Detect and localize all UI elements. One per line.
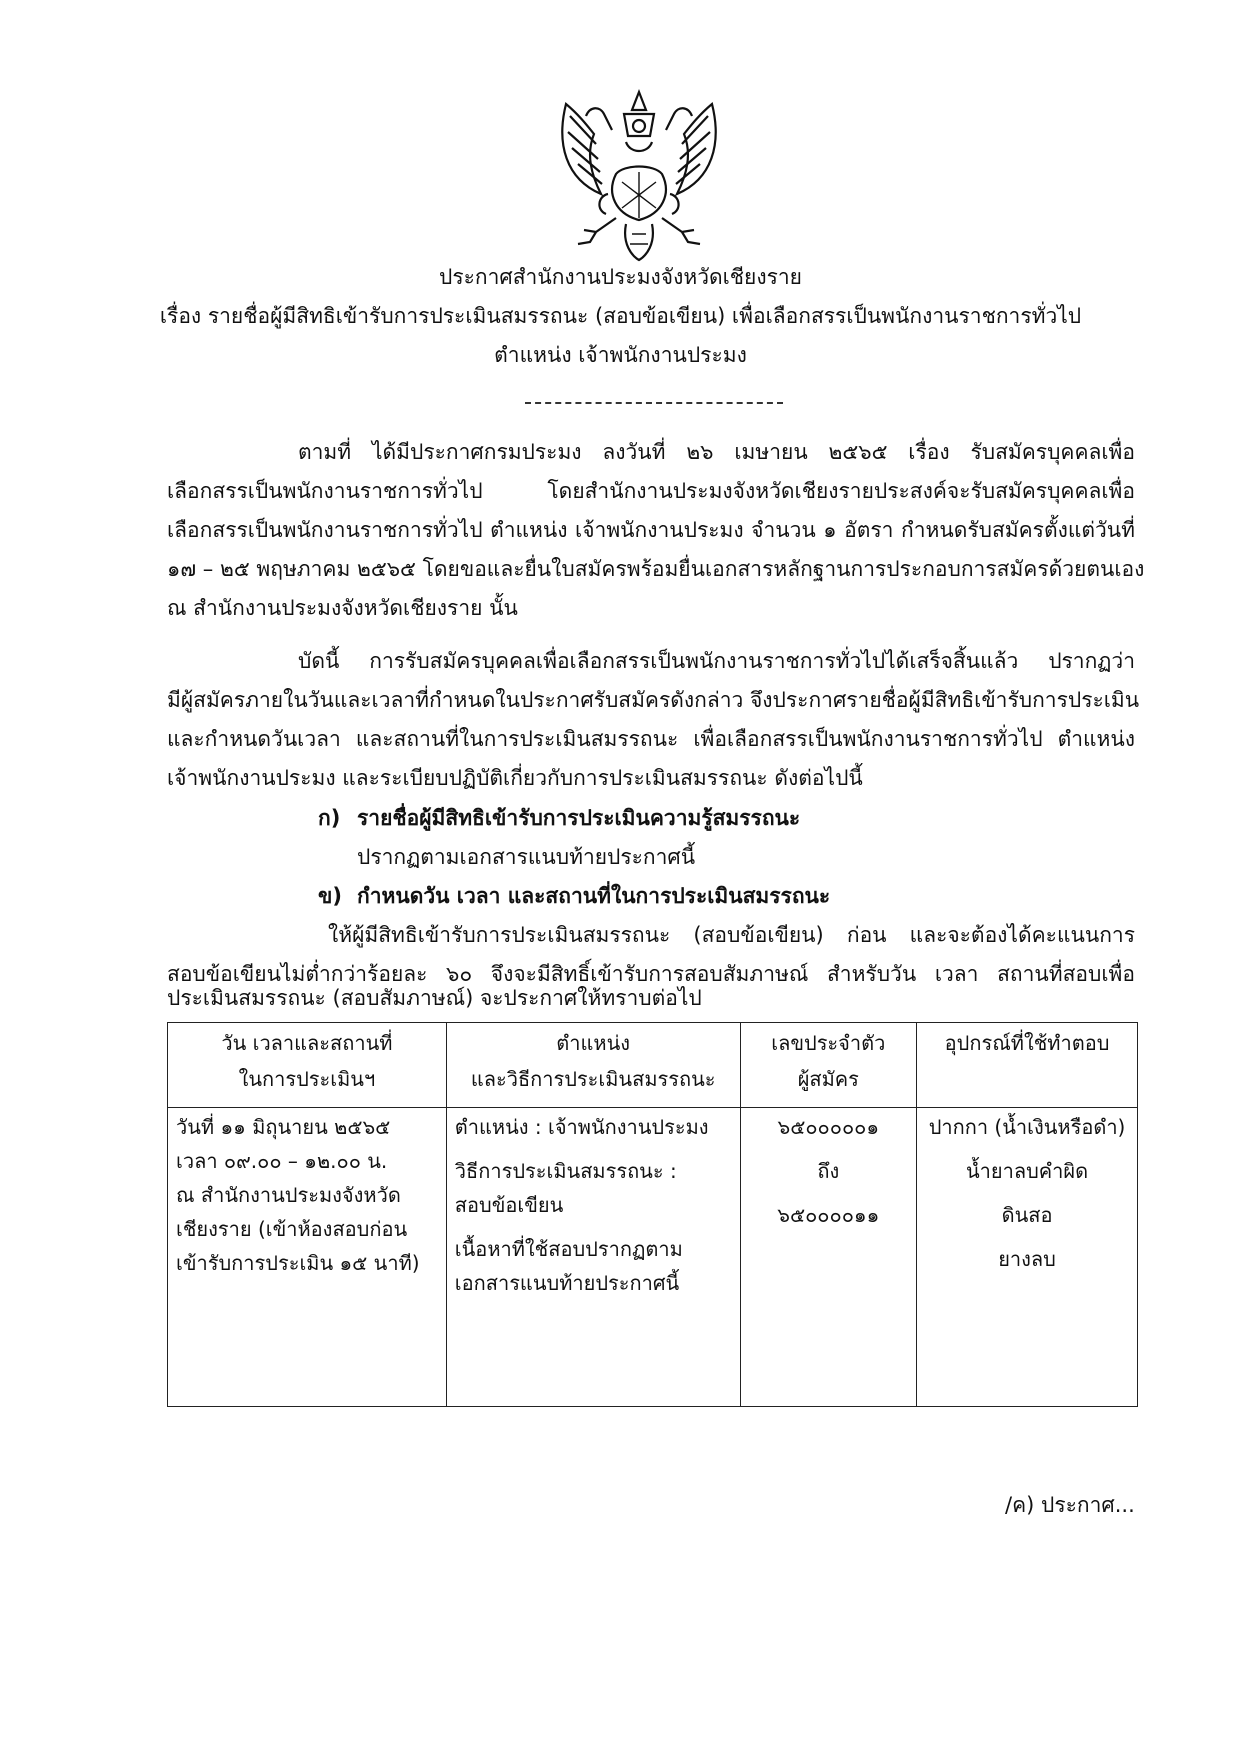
paragraph1-line: เลือกสรรเป็นพนักงานราชการทั่วไป โดยสำนักงานประมงจังหวัดเชียงรายประสงค์จะรับสมัครบุคคลเพื่อ [167,479,1135,503]
exam-schedule-table [167,1022,1138,1407]
paragraph2-line: มีผู้สมัครภายในวันและเวลาที่กำหนดในประกาศรับสมัครดังกล่าว จึงประกาศรายชื่อผู้มีสิทธิเข้ารับการประเมิน [167,688,1140,712]
cell-position-method: ตำแหน่ง : เจ้าพนักงานประมง วิธีการประเมินสมรรถนะ : สอบข้อเขียน เนื้อหาที่ใช้สอบปรากฏตาม เอกสารแนบท้ายประกาศนี้ [446,1108,740,1407]
announcement-subject: เรื่อง รายชื่อผู้มีสิทธิเข้ารับการประเมินสมรรถนะ (สอบข้อเขียน) เพื่อเลือกสรรเป็นพนักงานราชการทั่วไป [159,304,1082,328]
paragraph1-line: ณ สำนักงานประมงจังหวัดเชียงราย นั้น [167,596,518,620]
announcement-agency: ประกาศสำนักงานประมงจังหวัดเชียงราย [439,265,802,289]
header-position-method: ตำแหน่ง และวิธีการประเมินสมรรถนะ [446,1023,740,1108]
paragraph1-line: เลือกสรรเป็นพนักงานราชการทั่วไป ตำแหน่ง เจ้าพนักงานประมง จำนวน ๑ อัตรา กำหนดรับสมัครตั้งแต่วันที่ [167,518,1135,542]
garuda-emblem-icon [556,84,722,264]
header-separator [525,402,783,404]
paragraph3-line: สอบข้อเขียนไม่ต่ำกว่าร้อยละ ๖๐ จึงจะมีสิทธิ์เข้ารับการสอบสัมภาษณ์ สำหรับวัน เวลา สถานที่สอบเพื่อ [167,962,1135,986]
cell-equipment: ปากกา (น้ำเงินหรือดำ) น้ำยาลบคำผิด ดินสอ ยางลบ [917,1108,1138,1407]
header-schedule: วัน เวลาและสถานที่ ในการประเมินฯ [168,1023,447,1108]
item-a-title: รายชื่อผู้มีสิทธิเข้ารับการประเมินความรู้สมรรถนะ [357,806,801,830]
paragraph2-line: บัดนี้ การรับสมัครบุคคลเพื่อเลือกสรรเป็นพนักงานราชการทั่วไปได้เสร็จสิ้นแล้ว ปรากฏว่า [298,649,1135,673]
page-continuation: /ค) ประกาศ... [1005,1493,1135,1517]
item-a-marker: ก) [318,806,341,830]
item-a-detail: ปรากฏตามเอกสารแนบท้ายประกาศนี้ [357,845,696,869]
table-row [168,1108,1138,1407]
item-b-title: กำหนดวัน เวลา และสถานที่ในการประเมินสมรรถนะ [357,884,831,908]
cell-applicant-ids: ๖๕๐๐๐๐๐๑ ถึง ๖๕๐๐๐๐๑๑ [740,1108,917,1407]
paragraph3-line: ให้ผู้มีสิทธิเข้ารับการประเมินสมรรถนะ (สอบข้อเขียน) ก่อน และจะต้องได้คะแนนการ [328,923,1135,947]
header-equipment: อุปกรณ์ที่ใช้ทำตอบ [917,1023,1138,1108]
table-header-row [168,1023,1138,1108]
paragraph3-line: ประเมินสมรรถนะ (สอบสัมภาษณ์) จะประกาศให้ทราบต่อไป [167,986,702,1010]
cell-schedule: วันที่ ๑๑ มิถุนายน ๒๕๖๕ เวลา ๐๙.๐๐ – ๑๒.๐๐ น. ณ สำนักงานประมงจังหวัด เชียงราย (เข้าห้องสอบก่อน เข้ารับการประเมิน ๑๕ นาที) [168,1108,447,1407]
paragraph2-line: เจ้าพนักงานประมง และระเบียบปฏิบัติเกี่ยวกับการประเมินสมรรถนะ ดังต่อไปนี้ [167,766,863,790]
paragraph1-line: ตามที่ ได้มีประกาศกรมประมง ลงวันที่ ๒๖ เมษายน ๒๕๖๕ เรื่อง รับสมัครบุคคลเพื่อ [298,440,1135,464]
announcement-position: ตำแหน่ง เจ้าพนักงานประมง [494,343,747,367]
item-b-marker: ข) [318,884,342,908]
paragraph2-line: และกำหนดวันเวลา และสถานที่ในการประเมินสมรรถนะ เพื่อเลือกสรรเป็นพนักงานราชการทั่วไป ตำแหน่ง [167,727,1135,751]
paragraph1-line: ๑๗ – ๒๕ พฤษภาคม ๒๕๖๕ โดยขอและยื่นใบสมัครพร้อมยื่นเอกสารหลักฐานการประกอบการสมัครด้วยตนเอง [167,557,1145,581]
header-applicant-id: เลขประจำตัว ผู้สมัคร [740,1023,917,1108]
